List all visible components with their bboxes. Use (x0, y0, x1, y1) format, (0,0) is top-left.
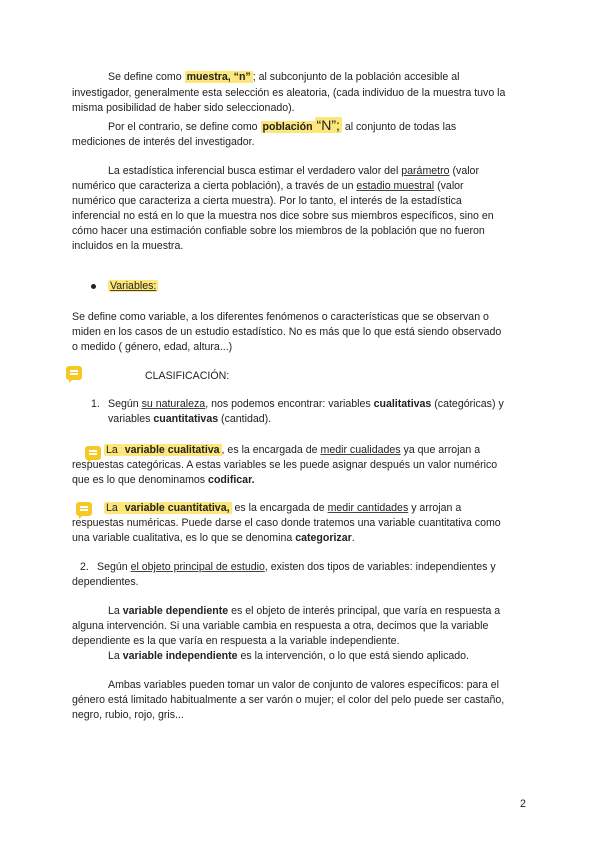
term-estadio-muestral: estadio muestral (356, 180, 435, 192)
p3-line5: cómo hacer una estimación confiable sobre los miembros de la población que no fueron (72, 225, 485, 237)
p3-line4: inferencial no está en lo que la muestra nos dice sobre sus miembros específicos, sino en (72, 210, 494, 222)
comment-icon[interactable] (76, 502, 92, 516)
bullet-variables (108, 279, 158, 294)
ambas-line2: género está limitado habitualmente a ser varón o mujer; el color del pelo puede ser castaño, (72, 694, 505, 706)
p3-line3: numérico que caracteriza a cierta muestra). Por lo tanto, el interés de la estadística (72, 195, 462, 207)
term-poblacion[interactable]: población (262, 121, 313, 133)
term-su-naturaleza: su naturaleza (141, 398, 206, 410)
heading-variables[interactable]: Variables: (110, 280, 157, 292)
dep-line2: alguna intervención. Si una variable cambia en respuesta a otra, decimos que la variable (72, 620, 489, 632)
item2-line2: dependientes. (72, 576, 139, 588)
item1-line2: variables cuantitativas (cantidad). (108, 413, 272, 425)
term-objeto-principal: el objeto principal de estudio (130, 561, 265, 573)
term-medir-cualidades: medir cualidades (320, 444, 401, 456)
ambas-line1: Ambas variables pueden tomar un valor de conjunto de valores específicos: para el (108, 679, 500, 691)
cuan-line1: La variable cuantitativa, es la encargada de medir cantidades y arrojan a (106, 502, 462, 514)
p4-line2: miden en los casos de un estudio estadístico. No es más que lo que está siendo observado (72, 326, 502, 338)
term-N[interactable]: “N”; (316, 117, 340, 133)
cual-line2: respuestas categóricas. A estas variables se les puede asignar después un valor numérico (72, 459, 498, 471)
p3-line1: La estadística inferencial busca estimar el verdadero valor del parámetro (valor (108, 165, 479, 177)
term-parametro: parámetro (401, 165, 450, 177)
p1-line3: misma posibilidad de haber sido seleccionado). (72, 102, 295, 114)
term-variable-cualitativa[interactable]: variable cualitativa (124, 444, 220, 456)
p1-line2: investigador, generalmente esta selección es aleatoria, (cada individuo de la muestra tuvo la (72, 87, 506, 99)
dep-line3: dependiente es la que varía en respuesta a la variable independiente. (72, 635, 400, 647)
p3-line2: numérico que caracteriza a cierta población), a través de un estadio muestral (valor (72, 180, 464, 192)
p3-line6: incluidos en la muestra. (72, 240, 184, 252)
item1-number: 1. (91, 398, 100, 410)
p4-line3: o medido ( género, edad, altura...) (72, 341, 233, 353)
dep-line4: La variable independiente es la intervención, o lo que está siendo aplicado. (108, 650, 469, 662)
p1-line1: Se define como muestra, “n” ; al subconjunto de la población accesible al (108, 71, 460, 83)
item1-line1: Según su naturaleza, nos podemos encontrar: variables cualitativas (categóricas) y (108, 398, 504, 410)
dep-line1: La variable dependiente es el objeto de interés principal, que varía en respuesta a (108, 605, 501, 617)
cual-line1: La variable cualitativa , es la encargada de medir cualidades ya que arrojan a (106, 444, 481, 456)
clasificacion-heading: CLASIFICACIÓN: (145, 370, 230, 382)
p2-line2: mediciones de interés del investigador. (72, 136, 255, 148)
p2-line1: Por el contrario, se define como población “N”; al conjunto de todas las (108, 117, 457, 133)
cuan-line2: respuestas numéricas. Puede darse el caso donde tratemos una variable cuantitativa como (72, 517, 501, 529)
item2-number: 2. (80, 561, 89, 573)
bullet-dot (91, 284, 96, 289)
term-medir-cantidades: medir cantidades (327, 502, 409, 514)
ambas-line3: negro, rubio, rojo, gris... (72, 709, 184, 721)
p4-line1: Se define como variable, a los diferentes fenómenos o características que se observan o (72, 311, 489, 323)
term-muestra[interactable]: muestra, “n” (186, 71, 251, 83)
term-variable-cuantitativa[interactable]: variable cuantitativa, (124, 502, 230, 514)
cuan-line3: una variable cualitativa, es lo que se denomina categorizar. (72, 532, 355, 544)
comment-icon[interactable] (66, 366, 82, 380)
item2-line1: Según el objeto principal de estudio, existen dos tipos de variables: independientes y (97, 561, 496, 573)
page-number: 2 (520, 798, 526, 810)
cual-line3: que es lo que denominamos codificar. (72, 474, 255, 486)
